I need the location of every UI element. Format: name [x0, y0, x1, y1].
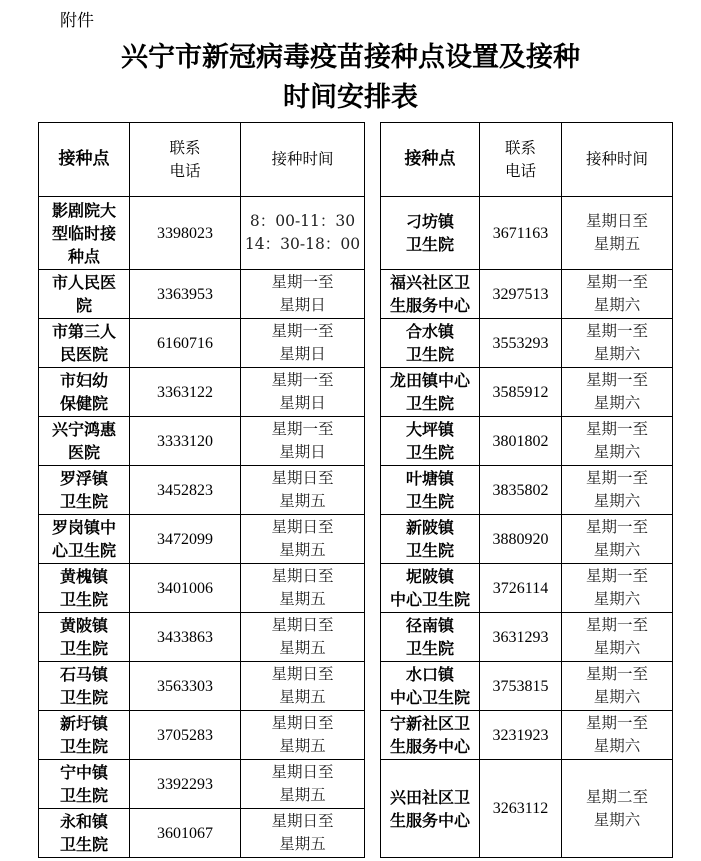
site-name: [39, 662, 130, 711]
schedule-time-line: 星期六: [593, 688, 641, 706]
phone-number: 3333120: [130, 417, 241, 466]
site-name-line: 大坪镇: [405, 420, 454, 439]
site-name-line: 卫生院: [59, 737, 108, 756]
schedule-time-line: 星期一至: [585, 469, 648, 487]
table-row: [381, 466, 673, 515]
schedule-time-line: 星期日至: [271, 469, 334, 487]
site-name-line: 卫生院: [59, 786, 108, 805]
schedule-time-line: 星期日至: [271, 665, 334, 683]
phone-number: 6160716: [130, 319, 241, 368]
right-header-row: [381, 123, 673, 197]
schedule-time: [241, 466, 365, 515]
site-name-line: 生服务中心: [389, 737, 470, 756]
site-name: [39, 417, 130, 466]
site-name: [39, 760, 130, 809]
site-name-line: 叶塘镇: [405, 469, 454, 488]
header-site: 接种点: [381, 123, 480, 197]
site-name-line: 卫生院: [405, 492, 454, 511]
schedule-time: [241, 417, 365, 466]
schedule-time: [562, 613, 673, 662]
schedule-time-line: 星期六: [593, 541, 641, 559]
schedule-time: [562, 197, 673, 270]
table-row: [39, 515, 365, 564]
table-row: [381, 662, 673, 711]
site-name: [381, 270, 480, 319]
schedule-time-line: 星期五: [279, 835, 326, 853]
table-row: [381, 613, 673, 662]
schedule-time-line: 星期五: [279, 590, 326, 608]
table-row: [39, 711, 365, 760]
schedule-time: [562, 662, 673, 711]
site-name-line: 心卫生院: [51, 541, 116, 560]
site-name: [39, 809, 130, 858]
site-name-line: 径南镇: [405, 616, 454, 635]
schedule-time-line: 星期六: [593, 590, 641, 608]
phone-number: 3880920: [480, 515, 562, 564]
phone-number: 3231923: [480, 711, 562, 760]
schedule-time-line: 星期六: [593, 492, 641, 510]
schedule-time: [241, 760, 365, 809]
schedule-time-line: 星期六: [593, 345, 641, 363]
phone-number: 3297513: [480, 270, 562, 319]
site-name-line: 生服务中心: [389, 296, 470, 315]
site-name-line: 保健院: [59, 394, 108, 413]
phone-number: 3452823: [130, 466, 241, 515]
site-name-line: 新陂镇: [405, 518, 454, 537]
schedule-time: [562, 760, 673, 858]
table-row: [381, 319, 673, 368]
phone-number: 3401006: [130, 564, 241, 613]
phone-number: 3585912: [480, 368, 562, 417]
schedule-time-line: 星期六: [593, 443, 641, 461]
phone-number: 3563303: [130, 662, 241, 711]
site-name-line: 黄槐镇: [59, 567, 108, 586]
site-name-line: 龙田镇中心: [389, 371, 470, 390]
schedule-time-line: 星期日至: [271, 616, 334, 634]
site-name-line: 宁中镇: [59, 763, 108, 782]
schedule-time-line: 星期日至: [271, 567, 334, 585]
site-name: [39, 368, 130, 417]
table-row: [39, 613, 365, 662]
site-name-line: 卫生院: [59, 590, 108, 609]
site-name-line: 卫生院: [405, 235, 454, 254]
table-row: [39, 760, 365, 809]
schedule-time-line: 14：30-18：00: [244, 235, 361, 253]
site-name: [381, 564, 480, 613]
schedule-time-line: 星期一至: [585, 371, 648, 389]
phone-number: 3553293: [480, 319, 562, 368]
site-name: [39, 319, 130, 368]
site-name-line: 型临时接: [51, 223, 116, 243]
phone-number: 3835802: [480, 466, 562, 515]
table-row: [39, 319, 365, 368]
phone-number: 3472099: [130, 515, 241, 564]
schedule-time-line: 星期六: [593, 810, 641, 829]
schedule-time: [241, 368, 365, 417]
site-name-line: 刁坊镇: [405, 212, 454, 231]
site-name-line: 兴宁鸿惠: [51, 420, 116, 439]
site-name-line: 宁新社区卫: [389, 714, 470, 733]
table-row: [381, 270, 673, 319]
site-name-line: 市妇幼: [59, 371, 108, 390]
schedule-time: [562, 564, 673, 613]
phone-number: 3726114: [480, 564, 562, 613]
site-name: [39, 515, 130, 564]
site-name-line: 福兴社区卫: [389, 273, 470, 292]
site-name-line: 市人民医: [51, 273, 116, 292]
site-name: [381, 711, 480, 760]
site-name-line: 永和镇: [59, 812, 108, 831]
phone-number: 3753815: [480, 662, 562, 711]
site-name-line: 卫生院: [405, 394, 454, 413]
page-title-line2: 时间安排表: [283, 82, 418, 113]
header-time: 接种时间: [562, 123, 673, 197]
site-name: [381, 368, 480, 417]
site-name: [381, 417, 480, 466]
schedule-time: [562, 368, 673, 417]
schedule-time-line: 星期二至: [585, 787, 648, 806]
site-name-line: 医院: [67, 443, 100, 462]
schedule-time-line: 星期日: [279, 345, 326, 363]
site-name: [39, 564, 130, 613]
table-row: [39, 662, 365, 711]
schedule-time-line: 星期六: [593, 394, 641, 412]
site-name: [381, 662, 480, 711]
site-name: [381, 319, 480, 368]
table-row: [39, 197, 365, 270]
site-name: [381, 197, 480, 270]
schedule-time-line: 星期一至: [271, 371, 334, 389]
site-name: [39, 270, 130, 319]
schedule-time: [562, 417, 673, 466]
site-name: [381, 760, 480, 858]
schedule-time-line: 星期一至: [271, 420, 334, 438]
site-name: [39, 197, 130, 270]
schedule-time: [241, 809, 365, 858]
schedule-time-line: 星期一至: [585, 273, 648, 291]
site-name: [39, 613, 130, 662]
phone-number: 3433863: [130, 613, 241, 662]
site-name-line: 新圩镇: [59, 714, 108, 733]
site-name-line: 罗岗镇中: [51, 518, 116, 537]
left-schedule-table: [38, 122, 365, 858]
schedule-time-line: 星期五: [279, 541, 326, 559]
table-row: [381, 197, 673, 270]
schedule-time-line: 星期日至: [585, 212, 648, 230]
site-name-line: 卫生院: [405, 345, 454, 364]
table-row: [381, 711, 673, 760]
schedule-time: [241, 613, 365, 662]
site-name-line: 卫生院: [405, 541, 454, 560]
phone-number: 3705283: [130, 711, 241, 760]
table-row: [381, 760, 673, 858]
site-name-line: 合水镇: [405, 322, 454, 341]
schedule-time: [241, 197, 365, 270]
left-header-row: [39, 123, 365, 197]
phone-number: 3363953: [130, 270, 241, 319]
table-row: [39, 564, 365, 613]
schedule-time-line: 星期六: [593, 296, 641, 314]
schedule-time-line: 星期一至: [585, 567, 648, 585]
phone-number: 3398023: [130, 197, 241, 270]
schedule-time: [241, 319, 365, 368]
site-name-line: 中心卫生院: [389, 688, 470, 707]
site-name-line: 水口镇: [405, 665, 454, 684]
header-site: 接种点: [39, 123, 130, 197]
header-phone: [130, 123, 241, 197]
table-row: [381, 368, 673, 417]
schedule-time: [241, 564, 365, 613]
header-phone: [480, 123, 562, 197]
schedule-time-line: 星期日至: [271, 518, 334, 536]
schedule-time-line: 星期一至: [271, 322, 334, 340]
site-name-line: 卫生院: [59, 688, 108, 707]
phone-number: 3601067: [130, 809, 241, 858]
schedule-time-line: 星期一至: [585, 665, 648, 683]
schedule-time-line: 星期一至: [585, 616, 648, 634]
site-name: [381, 515, 480, 564]
site-name-line: 影剧院大: [51, 200, 116, 220]
table-row: [39, 270, 365, 319]
phone-number: 3363122: [130, 368, 241, 417]
site-name: [39, 466, 130, 515]
schedule-time-line: 星期五: [279, 639, 326, 657]
site-name-line: 市第三人: [51, 322, 116, 341]
schedule-time-line: 星期五: [279, 688, 326, 706]
site-name-line: 卫生院: [59, 835, 108, 854]
schedule-time-line: 星期一至: [585, 322, 648, 340]
schedule-time-line: 星期日至: [271, 714, 334, 732]
site-name-line: 卫生院: [59, 639, 108, 658]
phone-number: 3263112: [480, 760, 562, 858]
site-name-line: 中心卫生院: [389, 590, 470, 609]
site-name-line: 民医院: [59, 345, 108, 364]
table-row: [381, 417, 673, 466]
right-schedule-table: [380, 122, 673, 858]
schedule-time-line: 星期一至: [585, 714, 648, 732]
table-row: [39, 809, 365, 858]
table-row: [39, 417, 365, 466]
schedule-time: [562, 711, 673, 760]
phone-number: 3392293: [130, 760, 241, 809]
site-name-line: 生服务中心: [389, 810, 470, 830]
schedule-time: [562, 270, 673, 319]
phone-number: 3671163: [480, 197, 562, 270]
schedule-time-line: 星期一至: [585, 518, 648, 536]
header-phone-line1: 联系: [169, 138, 201, 157]
site-name-line: 黄陂镇: [59, 616, 108, 635]
table-row: [381, 564, 673, 613]
schedule-time-line: 星期一至: [585, 420, 648, 438]
header-phone-line2: 电话: [504, 161, 536, 180]
schedule-time-line: 星期日至: [271, 763, 334, 781]
table-row: [381, 515, 673, 564]
schedule-time-line: 星期日: [279, 296, 326, 314]
schedule-time: [241, 270, 365, 319]
site-name-line: 罗浮镇: [59, 469, 108, 488]
site-name-line: 种点: [67, 246, 100, 266]
schedule-time-line: 星期五: [279, 492, 326, 510]
header-phone-line2: 电话: [169, 161, 201, 180]
table-row: [39, 466, 365, 515]
site-name-line: 卫生院: [59, 492, 108, 511]
schedule-time-line: 星期五: [279, 737, 326, 755]
site-name-line: 院: [75, 296, 92, 315]
phone-number: 3801802: [480, 417, 562, 466]
header-time: 接种时间: [241, 123, 365, 197]
schedule-time-line: 星期一至: [271, 273, 334, 291]
left-table-body: [39, 197, 365, 858]
schedule-time-line: 星期日至: [271, 812, 334, 830]
schedule-time-line: 星期日: [279, 443, 326, 461]
schedule-time: [562, 515, 673, 564]
site-name: [381, 613, 480, 662]
schedule-time-line: 星期六: [593, 737, 641, 755]
schedule-time-line: 8：00-11：30: [249, 212, 356, 230]
table-row: [39, 368, 365, 417]
site-name-line: 石马镇: [59, 665, 108, 684]
page-title-line1: 兴宁市新冠病毒疫苗接种点设置及接种: [121, 42, 580, 73]
header-phone-line1: 联系: [504, 138, 536, 157]
schedule-time: [241, 515, 365, 564]
right-table-body: [381, 197, 673, 858]
site-name: [39, 711, 130, 760]
attachment-label: 附件: [60, 11, 94, 31]
schedule-time-line: 星期六: [593, 639, 641, 657]
schedule-time-line: 星期日: [279, 394, 326, 412]
schedule-time: [241, 662, 365, 711]
schedule-time-line: 星期五: [279, 786, 326, 804]
site-name-line: 坭陂镇: [405, 567, 454, 586]
site-name-line: 兴田社区卫: [389, 787, 470, 807]
site-name-line: 卫生院: [405, 639, 454, 658]
schedule-time-line: 星期五: [593, 235, 641, 253]
schedule-time: [562, 319, 673, 368]
site-name: [381, 466, 480, 515]
schedule-time: [562, 466, 673, 515]
site-name-line: 卫生院: [405, 443, 454, 462]
phone-number: 3631293: [480, 613, 562, 662]
schedule-time: [241, 711, 365, 760]
